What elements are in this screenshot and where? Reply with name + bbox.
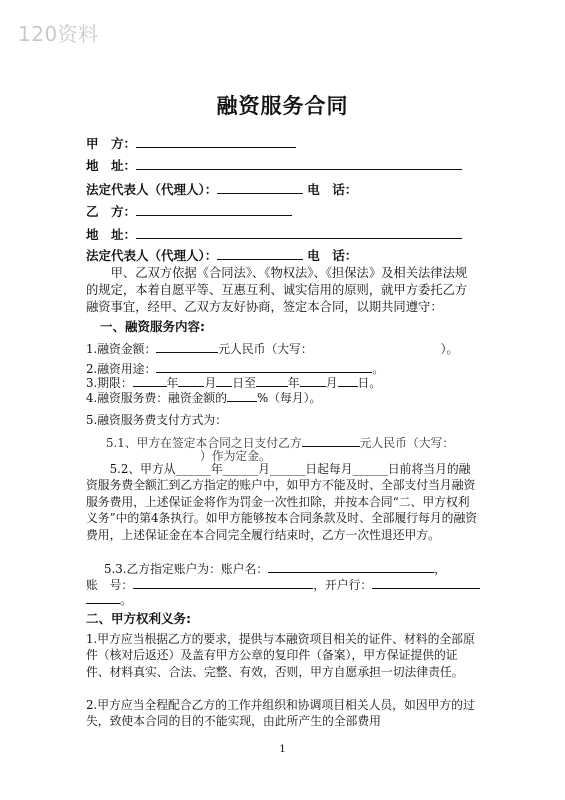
purpose-blank[interactable] — [156, 360, 372, 373]
month-label: 月 — [325, 376, 338, 390]
s1-item5: 5.融资服务费支付方式为： — [86, 413, 228, 427]
address-label: 地 址： — [86, 227, 137, 242]
amount-blank[interactable] — [156, 340, 218, 353]
party-a-blank[interactable] — [136, 135, 296, 148]
party-a-address-blank[interactable] — [136, 157, 462, 170]
s1-sub53-cont — [86, 576, 480, 593]
legal-rep-label: 法定代表人（代理人）： — [86, 182, 218, 197]
end-day-blank[interactable] — [338, 374, 358, 387]
s1-sub53: 5.3.乙方指定账户为：账户名： ， — [104, 562, 446, 576]
account-number-label: 账 号： — [86, 578, 134, 592]
s1-item1 — [86, 340, 458, 357]
bank-blank-cont[interactable] — [86, 591, 120, 604]
fee-rate-blank[interactable] — [227, 389, 257, 402]
end-year-blank[interactable] — [256, 374, 288, 387]
party-b-address-blank[interactable] — [136, 226, 462, 239]
s1-sub51-currency: 元人民币（大写： — [359, 436, 455, 450]
s1-sub51-text: 5.1、甲方在签定本合同之日支付乙方 — [106, 436, 302, 450]
year-label: 年 — [287, 376, 300, 390]
s1-item1-currency: 元人民币（大写： — [218, 342, 313, 356]
party-b-legal-rep-row — [86, 247, 357, 264]
s1-sub53-label: 5.3.乙方指定账户为：账户名： — [104, 562, 269, 576]
bank-blank[interactable] — [372, 576, 480, 589]
party-a-legal-rep-blank[interactable] — [217, 181, 303, 194]
legal-rep-label: 法定代表人（代理人）： — [86, 248, 218, 263]
s1-item1-label: 1.融资金额： — [86, 342, 157, 356]
page-number: 1 — [279, 744, 286, 755]
party-b-address-row — [86, 226, 462, 243]
party-b-label: 乙 方： — [86, 204, 137, 219]
s1-sub52: 5.2、甲方从______年______月______日起每月______日前将当月的融资服务费全额汇到乙方指定的账户中，如甲方不能及时、全部支付当月融资服务费用，上述保证金将作为罚金一次性扣除，并按本合同“二、甲方权利义务”中的第4条执行。如甲方能够按本合同条款及时、全部履行每月的融资费用，上述保证金在本合同完全履行结束时，乙方一次性退还甲方。 — [86, 462, 478, 542]
watermark: 120资料 — [18, 22, 99, 46]
s1-item2: 2.融资用途： 。 — [86, 362, 385, 376]
preamble: 甲、乙双方依据《合同法》、《物权法》、《担保法》及相关法律法规的规定，本着自愿平等、互惠互利、诚实信用的原则，就甲方委托乙方融资事宜，经甲、乙双方友好协商，签定本合同，以期共同遵守： — [86, 266, 468, 314]
party-b-blank[interactable] — [136, 203, 292, 216]
phone-label: 电 话： — [307, 182, 358, 197]
year-label: 年 — [166, 376, 179, 390]
s2-item2: 2.甲方应当全程配合乙方的工作并组织和协调项目相关人员，如因甲方的过失，致使本合同的目的不能实现，由此所产生的全部费用 — [86, 698, 475, 729]
party-b-row — [86, 203, 292, 220]
s1-sub51 — [106, 434, 454, 451]
s1-item3-label: 3.期限： — [86, 376, 133, 390]
address-label: 地 址： — [86, 158, 137, 173]
day-to-label: 日至 — [232, 376, 256, 390]
month-label: 月 — [204, 376, 217, 390]
s1-item4-label: 4.融资服务费：融资金额的 — [86, 391, 228, 405]
party-b-legal-rep-blank[interactable] — [217, 247, 303, 260]
party-a-label: 甲 方： — [86, 136, 137, 151]
start-month-blank[interactable] — [178, 374, 204, 387]
day-label: 日。 — [357, 376, 382, 390]
section1-heading: 一、融资服务内容: — [100, 319, 205, 334]
account-number-blank[interactable] — [133, 576, 313, 589]
bank-label: ，开户行： — [313, 578, 373, 592]
s1-item1-close: ）。 — [440, 342, 459, 356]
phone-label: 电 话： — [307, 248, 358, 263]
contract-title: 融资服务合同 — [216, 94, 349, 118]
deposit-blank[interactable] — [302, 434, 360, 447]
s2-item1: 1.甲方应当根据乙方的要求，提供与本融资项目相关的证件、材料的全部原件（核对后返还）及盖有甲方公章的复印件（备案），甲方保证提供的证件、材料真实、合法、完整、有效，否则，甲方自愿承担一切法律责任。 — [86, 632, 475, 679]
s1-sub53-end: 。 — [86, 591, 132, 608]
s1-item4 — [86, 389, 321, 406]
start-day-blank[interactable] — [216, 374, 232, 387]
account-name-blank[interactable] — [268, 560, 434, 573]
party-a-legal-rep-row — [86, 181, 357, 198]
party-a-address-row — [86, 157, 462, 174]
section2-heading: 二、甲方权利义务: — [86, 611, 191, 626]
end-month-blank[interactable] — [300, 374, 326, 387]
s1-item2-label: 2.融资用途： — [86, 362, 157, 376]
start-year-blank[interactable] — [133, 374, 167, 387]
s1-sub51-cont: ）作为定金。 — [200, 449, 271, 463]
party-a-row — [86, 135, 296, 152]
s1-item4-unit: %（每月）。 — [257, 391, 322, 405]
